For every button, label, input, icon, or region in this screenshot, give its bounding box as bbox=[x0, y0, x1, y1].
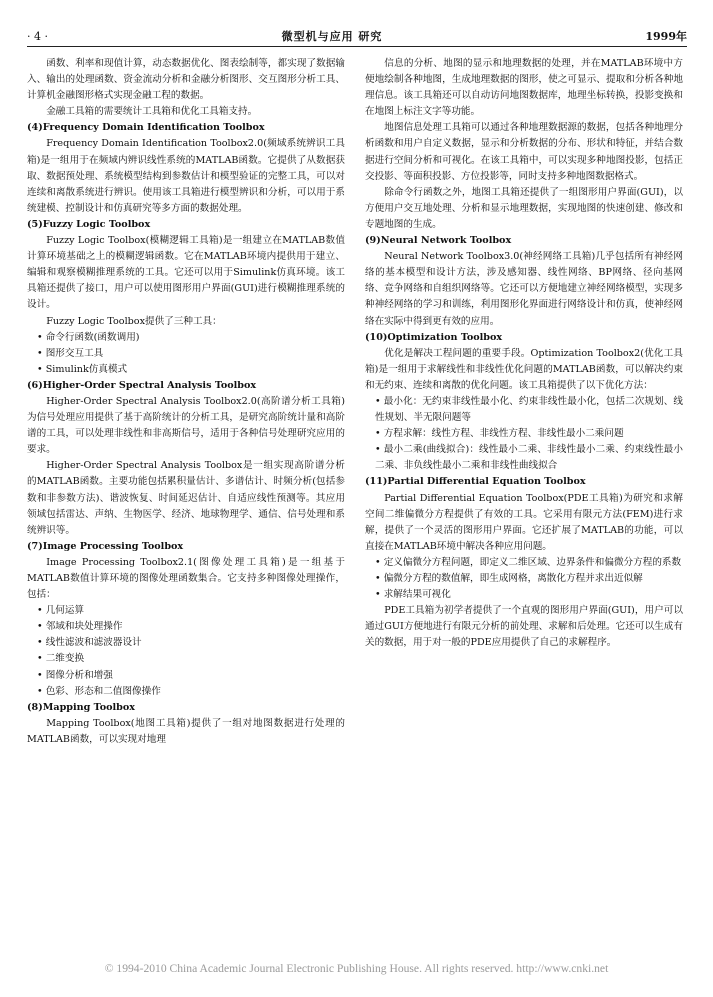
paragraph: Higher-Order Spectral Analysis Toolbox2.0(高阶谱分析工具箱)为信号处理应用提供了基于高阶统计的分析工具，是研究高阶统计量和高阶谱的工具，可以处理非线性和非高斯信号，适用于各种信号处理研究应用的要求。 bbox=[27, 395, 345, 456]
paragraph: 优化是解决工程问题的重要手段。Optimization Toolbox2(优化工具箱)是一组用于求解线性和非线性优化问题的MATLAB函数，可以解决约束和无约束、连续和离散的优化问题。该工具箱提供了以下优化方法： bbox=[365, 347, 683, 391]
section-heading: (4)Frequency Domain Identification Toolbox bbox=[27, 122, 265, 134]
paragraph: Fuzzy Logic Toolbox(模糊逻辑工具箱)是一组建立在MATLAB数值计算环境基础之上的模糊逻辑函数。它在MATLAB环境内提供用于建立、编辑和观察模糊推理系统的工具。它还可以用于Simulink仿真环境。该工具箱还提供了接口，用户可以使用图形用户界面(GUI)进行模糊推理系统的设计。 bbox=[27, 235, 345, 311]
copyright-footer: © 1994-2010 China Academic Journal Electronic Publishing House. All rights reserved. http://www.cnki.net bbox=[104, 962, 609, 975]
section-heading: (10)Optimization Toolbox bbox=[365, 331, 503, 343]
list-item: • 色彩、形态和二值图像操作 bbox=[37, 685, 161, 697]
section-heading: (7)Image Processing Toolbox bbox=[27, 540, 184, 552]
list-item: • 命令行函数(函数调用) bbox=[37, 331, 140, 343]
paragraph: 函数、利率和现值计算，动态数据优化、图表绘制等，都实现了数据输入、输出的处理函数、资金流动分析和金融分析图形、交互图形分析工具、计算机金融图形格式实现金融工程的数据。 bbox=[27, 58, 345, 102]
header-rule bbox=[27, 46, 687, 47]
list-item: • 方程求解：线性方程、非线性方程、非线性最小二乘问题 bbox=[375, 428, 624, 440]
paragraph: Fuzzy Logic Toolbox提供了三种工具： bbox=[46, 315, 222, 327]
page-number: · 4 · bbox=[27, 29, 48, 43]
journal-title: 微型机与应用 研究 bbox=[281, 30, 383, 43]
section-heading: (6)Higher-Order Spectral Analysis Toolbox bbox=[27, 379, 257, 391]
running-header bbox=[27, 28, 687, 44]
paragraph: Neural Network Toolbox3.0(神经网络工具箱)几乎包括所有神经网络的基本模型和设计方法，涉及感知器、线性网络、BP网络、径向基网络、竞争网络和自组织网络等。它还可以方便地建立神经网络模型，实现多种神经网络的学习和训练，利用图形化界面进行网络设计和仿真，使神经网络在实际中得到更有效的应用。 bbox=[365, 251, 683, 327]
right-text-column bbox=[365, 56, 683, 916]
list-item: • 二维变换 bbox=[37, 653, 85, 665]
list-item: • 偏微分方程的数值解，即生成网格，离散化方程并求出近似解 bbox=[375, 573, 643, 584]
section-heading: (11)Partial Differential Equation Toolbox bbox=[365, 476, 586, 488]
paragraph: Partial Differential Equation Toolbox(PDE工具箱)为研究和求解空间二维偏微分方程提供了有效的工具。它采用有限元方法(FEM)进行求解，提供了一个灵活的图形用户界面。它还扩展了MATLAB的功能，可以直接在MATLAB环境中解决各种应用问题。 bbox=[365, 492, 683, 552]
list-item: • 最小二乘(曲线拟合)：线性最小二乘、非线性最小二乘、约束线性最小二乘、非负线性最小二乘和非线性曲线拟合 bbox=[375, 444, 683, 472]
list-item: • 定义偏微分方程问题，即定义二维区域、边界条件和偏微分方程的系数 bbox=[375, 556, 682, 568]
issue-year: 1999年 bbox=[645, 30, 687, 43]
list-item: • 图像分析和增强 bbox=[37, 669, 113, 681]
paragraph: 信息的分析、地图的显示和地理数据的处理，并在MATLAB环境中方便地绘制各种地图，生成地理数据的图形，使之可显示、提取和分析各种地理信息。该工具箱还可以自动访问地图数据库，地理坐标转换，投影变换和在地图上标注文字等功能。 bbox=[365, 58, 683, 118]
section-heading: (9)Neural Network Toolbox bbox=[365, 235, 512, 247]
paragraph: 除命令行函数之外，地图工具箱还提供了一组图形用户界面(GUI)，以方便用户交互地处理、分析和显示地理数据，实现地图的快速创建、修改和专题地图的生成。 bbox=[365, 186, 683, 230]
paragraph: Frequency Domain Identification Toolbox2.0(频域系统辨识工具箱)是一组用于在频域内辨识线性系统的MATLAB函数。它提供了从数据获取、数据预处理、系统模型结构到参数估计和模型验证的完整工具，可以对连续和离散系统进行辨识。使用该工具箱进行模型辨识和分析，可以用于系统建模、控制设计和仿真研究等多方面的数据处理。 bbox=[27, 138, 345, 214]
list-item: • 最小化：无约束非线性最小化、约束非线性最小化，包括二次规划、线性规划、半无限问题等 bbox=[375, 395, 683, 424]
paragraph: 金融工具箱的需要统计工具箱和优化工具箱支持。 bbox=[46, 106, 258, 118]
paragraph: PDE工具箱为初学者提供了一个直观的图形用户界面(GUI)，用户可以通过GUI方便地进行有限元分析的前处理、求解和后处理。它还可以生成有关的数据，用于对一般的PDE应用提供了自己的求解程序。 bbox=[365, 605, 683, 649]
list-item: • 几何运算 bbox=[37, 605, 85, 617]
paragraph: Higher-Order Spectral Analysis Toolbox是一组实现高阶谱分析的MATLAB函数。主要功能包括累积量估计、多谱估计、时频分析(包括参数和非参数方法)、谐波恢复、时间延迟估计、自适应线性预测等。其应用领域包括雷达、声纳、生物医学、经济、地球物理学、通信、信号处理和系统辨识等。 bbox=[27, 460, 345, 536]
paragraph: Image Processing Toolbox2.1(图像处理工具箱)是一组基于MATLAB数值计算环境的图像处理函数集合。它支持多种图像处理操作，包括： bbox=[27, 556, 345, 601]
section-heading: (8)Mapping Toolbox bbox=[27, 701, 135, 713]
paragraph: 地图信息处理工具箱可以通过各种地理数据源的数据，包括各种地理分析函数和用户自定义数据，显示和分析数据的分布、形状和特征，并结合数据进行空间分析和可视化。在该工具箱中，可以实现多种地图投影，包括正交投影、等面积投影、方位投影等，同时支持多种地图数据格式。 bbox=[365, 122, 683, 182]
list-item: • 线性滤波和滤波器设计 bbox=[37, 637, 142, 649]
list-item: • 求解结果可视化 bbox=[375, 589, 451, 601]
list-item: • Simulink仿真模式 bbox=[37, 363, 128, 375]
section-heading: (5)Fuzzy Logic Toolbox bbox=[27, 218, 151, 230]
paragraph: Mapping Toolbox(地图工具箱)提供了一组对地图数据进行处理的MATLAB函数，可以实现对地理 bbox=[27, 717, 345, 745]
list-item: • 图形交互工具 bbox=[37, 347, 104, 359]
list-item: • 邻域和块处理操作 bbox=[37, 621, 123, 633]
left-text-column bbox=[27, 56, 345, 916]
